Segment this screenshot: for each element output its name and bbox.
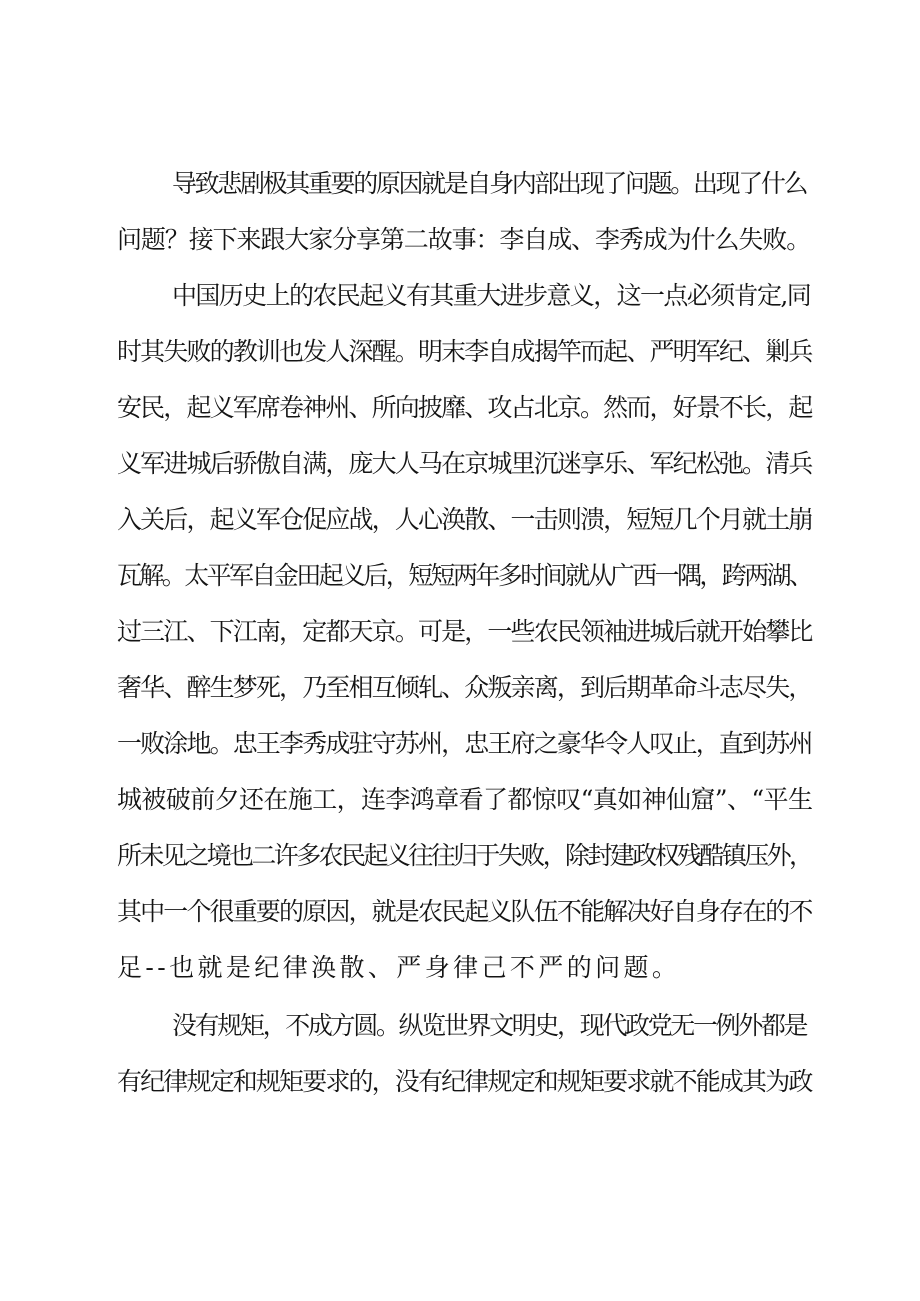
paragraph-3-line-1: 没有规矩，不成方圆。纵览世界文明史，现代政党无一例外都是 [172, 1011, 807, 1040]
paragraph-2-line-13: 足--也就是纪律涣散、严身律己不严的问题。 [117, 953, 681, 982]
paragraph-2-line-3: 安民，起义军席卷神州、所向披靡、攻占北京。然而，好景不长，起 [117, 393, 812, 422]
paragraph-2-line-2: 时其失败的教训也发人深醒。明末李自成揭竿而起、严明军纪、剿兵 [117, 337, 812, 366]
paragraph-2-line-1: 中国历史上的农民起义有其重大进步意义，这一点必须肯定,同 [172, 281, 811, 310]
paragraph-2-line-11: 所未见之境也二许多农民起义往往归于失败，除封建政权残酷镇压外， [117, 841, 812, 870]
paragraph-1-line-2: 问题？接下来跟大家分享第二故事：李自成、李秀成为什么失败。 [117, 225, 811, 254]
paragraph-1-line-1: 导致悲剧极其重要的原因就是自身内部出现了问题。出现了什么 [172, 169, 807, 198]
paragraph-2-line-12: 其中一个很重要的原因，就是农民起义队伍不能解决好自身存在的不 [117, 897, 812, 926]
paragraph-2-line-7: 过三江、下江南，定都天京。可是，一些农民领袖进城后就开始攀比 [117, 617, 812, 646]
paragraph-2-line-6: 瓦解。太平军自金田起义后，短短两年多时间就从广西一隅，跨两湖、 [117, 561, 812, 590]
paragraph-2-line-8: 奢华、醉生梦死，乃至相互倾轧、众叛亲离，到后期革命斗志尽失， [117, 673, 812, 702]
paragraph-3-line-2: 有纪律规定和规矩要求的，没有纪律规定和规矩要求就不能成其为政 [117, 1067, 812, 1096]
paragraph-2-line-9: 一败涂地。忠王李秀成驻守苏州，忠王府之豪华令人叹止，直到苏州 [117, 729, 812, 758]
paragraph-2-line-4: 义军进城后骄傲自满，庞大人马在京城里沉迷享乐、军纪松弛。清兵 [117, 449, 812, 478]
paragraph-2-line-10: 城被破前夕还在施工，连李鸿章看了都惊叹“真如神仙窟”、“平生 [117, 785, 813, 814]
paragraph-2-line-5: 入关后，起义军仓促应战，人心涣散、一击则溃，短短几个月就土崩 [117, 505, 812, 534]
